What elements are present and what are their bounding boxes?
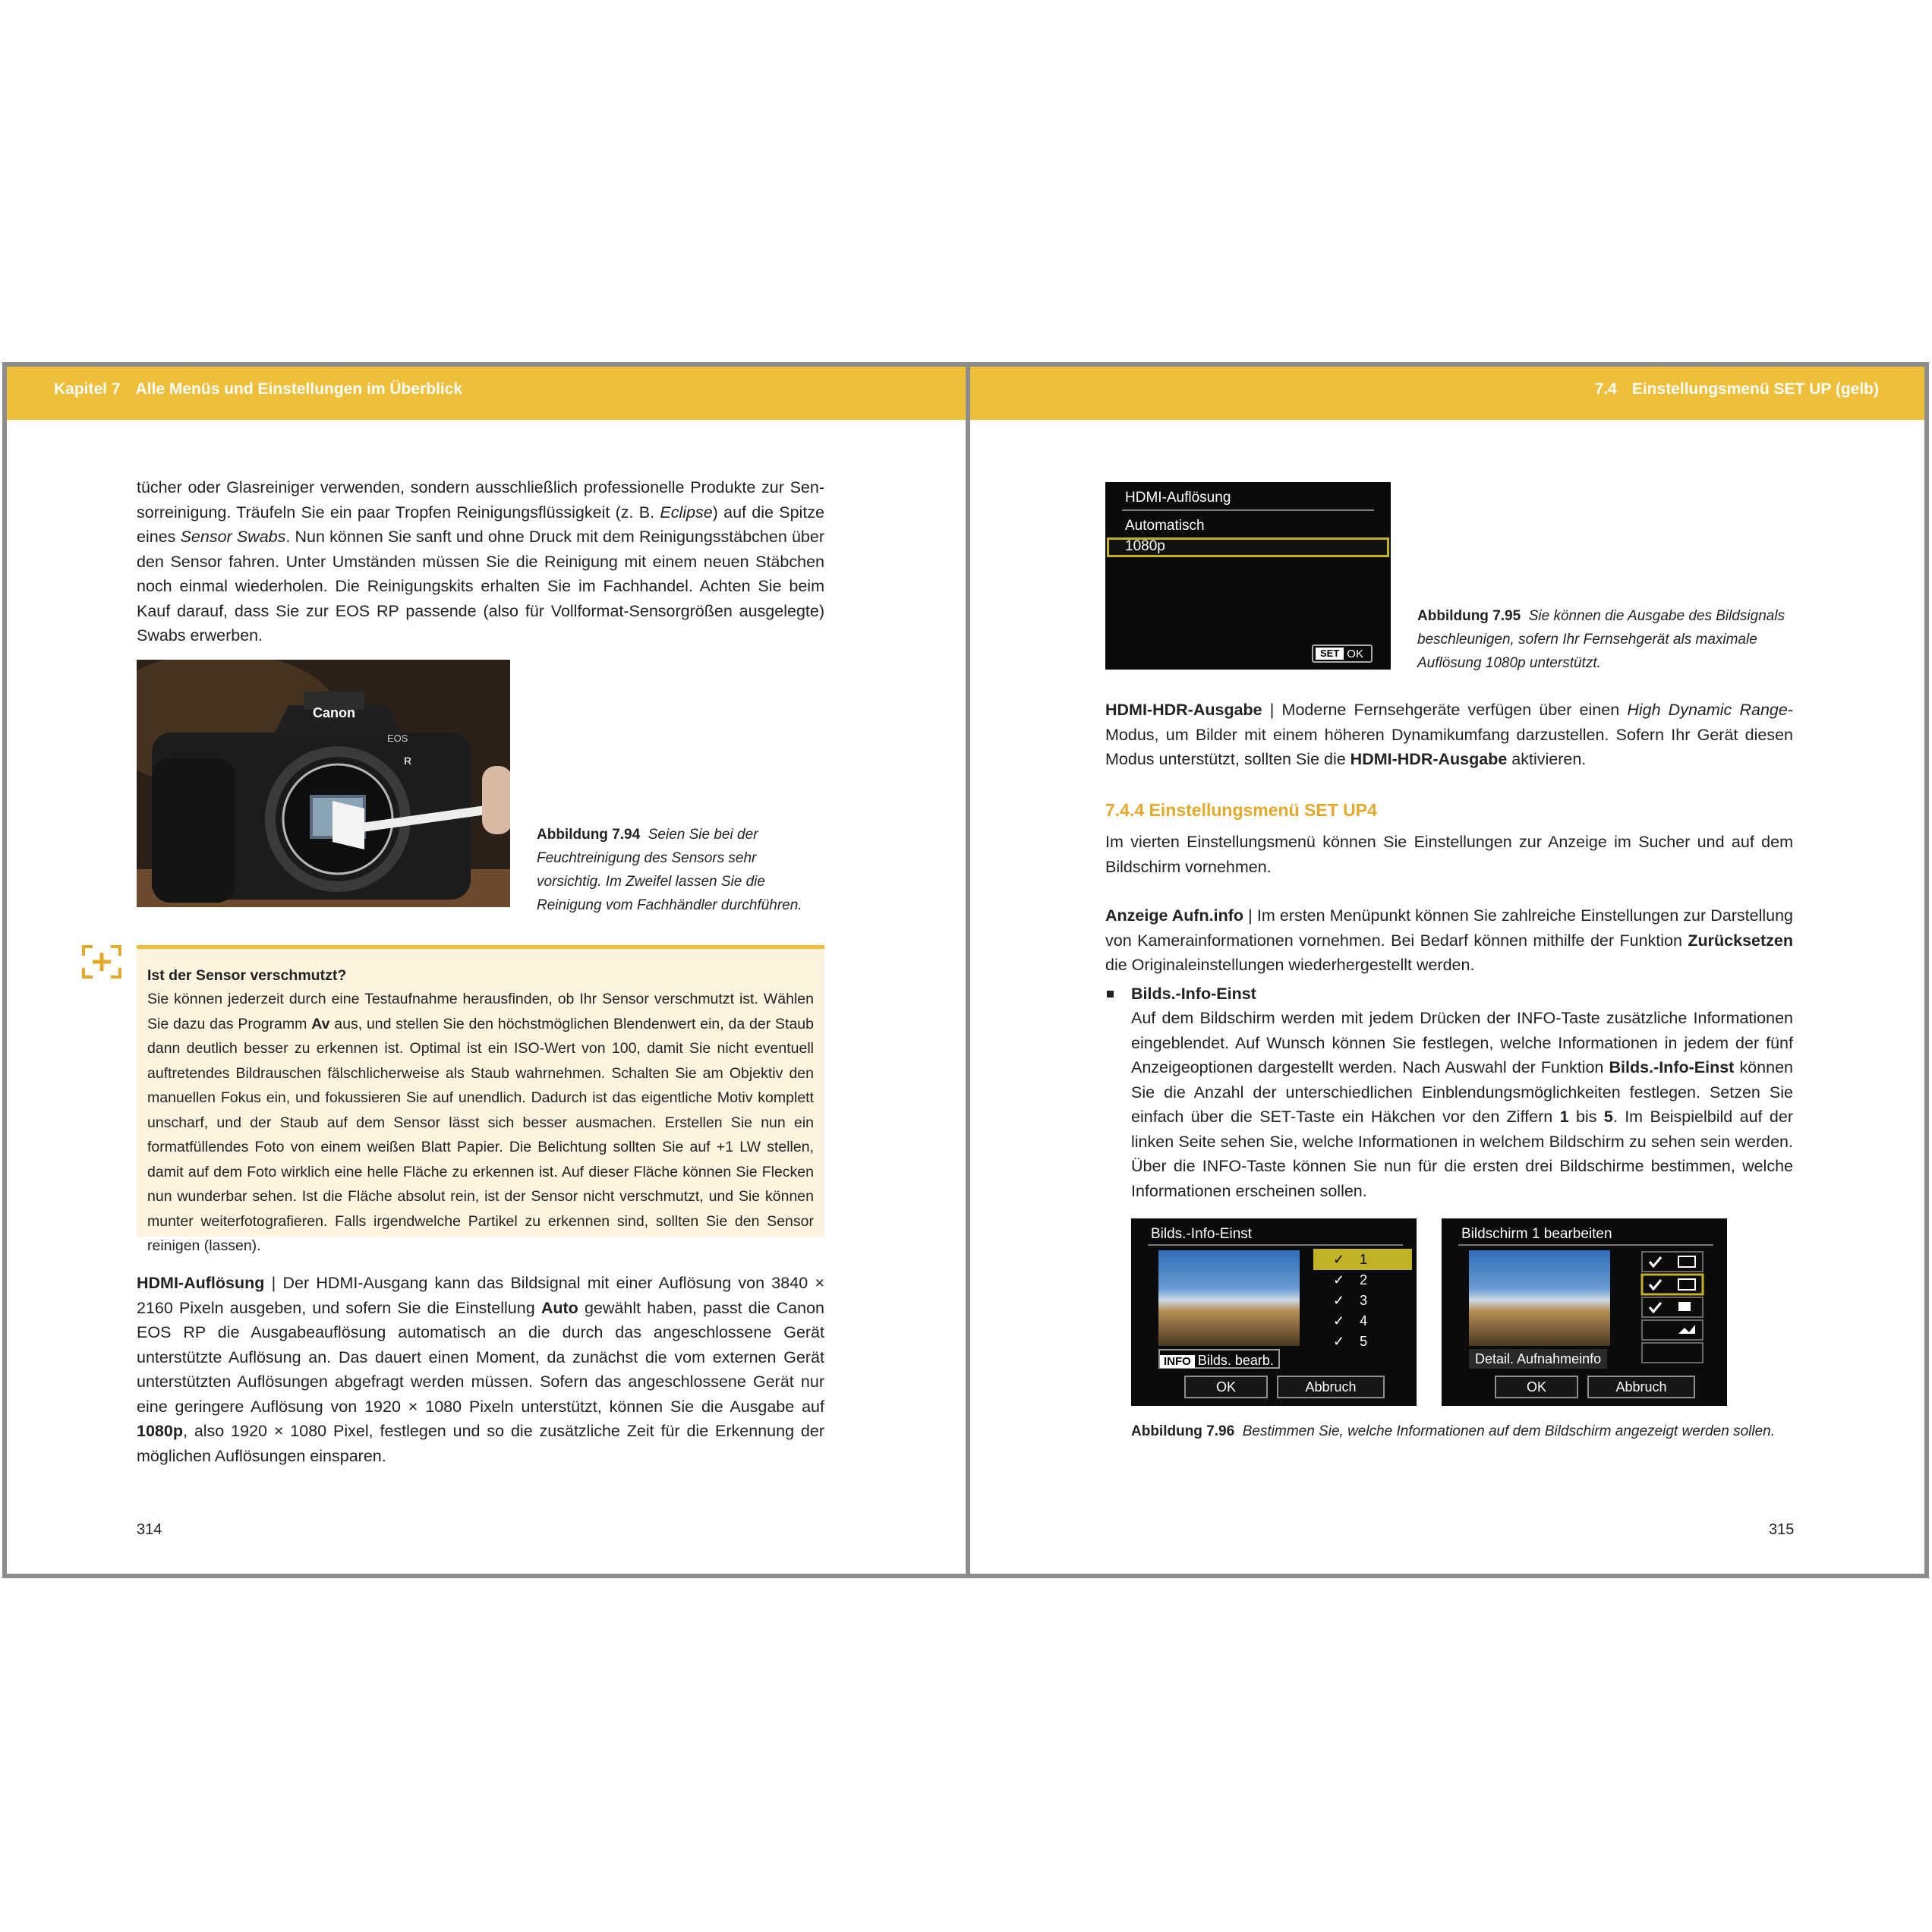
section-title: Einstellungsmenü SET UP (gelb) [1631,380,1879,398]
right-running-head [1595,380,1879,399]
screen-title: HDMI-Auflösung [1125,490,1231,506]
check-row-4[interactable]: ✓ 4 [1333,1313,1368,1328]
section-number: 7.4 [1594,380,1617,398]
camera-illustration [137,660,510,907]
chapter-number: Kapitel 7 [54,380,121,398]
figure-text: Bestimmen Sie, welche Informationen auf dem Bildschirm angezeigt werden sollen. [1242,1423,1775,1439]
figure-label: Abbildung 7.95 [1417,608,1521,624]
check-row-5[interactable]: ✓ 5 [1333,1334,1368,1349]
figure-96-caption [1131,1420,1814,1443]
bullet-paragraph: Auf dem Bildschirm werden mit jedem Drücken der INFO-Taste zusätzliche Informationen eingeblendet. Auf Wunsch können Sie festlegen, welche Informationen in jedem der fünf Anzeigeoptionen dargestellt werden. Nach Auswahl der Funktion Bilds.-Info-Einst können Sie die Anzahl der unterschiedlichen Einblendungsmöglichkeiten festlegen. Setzen Sie einfach über die SET-Taste ein Häkchen vor den Ziffern 1 bis 5. Im Beispielbild auf der linken Seite sehen Sie, welche Informationen in welchem Bildschirm zu sehen sein werden. Über die INFO-Taste können Sie nun für die ersten drei Bildschirme bestimmen, welche Informationen erscheinen sollen. [1131,1009,1793,1200]
figure-text: Sie können die Ausgabe des Bildsignals beschleunigen, sofern Ihr Fernsehgerät als maximale Auflösung 1080p unterstützt. [1417,608,1785,671]
screen-divider [1122,509,1374,511]
ok-button[interactable]: OK [1184,1376,1268,1398]
info-key: INFO [1160,1355,1195,1368]
cancel-button[interactable]: Abbruch [1587,1376,1695,1398]
page-number-left: 314 [137,1521,162,1538]
edit-screen-1 [1442,1218,1727,1406]
info-label: Bilds. bearb. [1197,1353,1274,1368]
set-ok-hint: SET OK [1312,645,1373,663]
figure-label: Abbildung 7.96 [1131,1423,1235,1439]
hdmi-resolution-paragraph: HDMI-Auflösung | Der HDMI-Ausgang kann das Bildsignal mit einer Auflösung von 3840 × 2160 Pixeln ausgeben, und sofern Sie die Einstellung Auto gewählt haben, passt die Canon EOS RP die Ausgabeauflösung automatisch an die durch das angeschlossene Gerät unterstützte Auflösung an. Das dauert einen Moment, da zunächst die vom externen Gerät unterstützten Auflösungen abgefragt werden müssen. Sofern das angeschlossene Gerät nur eine geringere Auflösung von 1920 × 1080 Pixeln unterstützt, können Sie die Ausgabe auf 1080p, also 1920 × 1080 Pixel, festlegen und so die zusätzliche Zeit für die Erkennung der möglichen Auflösungen einsparen. [137,1274,825,1465]
chapter-title: Alle Menüs und Einstellungen im Überblick [135,380,463,398]
screen-divider [1458,1244,1713,1246]
ok-button[interactable]: OK [1495,1376,1578,1398]
info-edit-hint[interactable] [1158,1349,1280,1369]
cancel-button[interactable]: Abbruch [1277,1376,1385,1398]
tip-title: Ist der Sensor verschmutzt? [147,967,347,984]
hdmi-hdr-paragraph: HDMI-HDR-Ausgabe | Moderne Fernsehgeräte verfügen über einen High Dynamic Range-Modus, um Bilder mit einem höheren Dynamikumfang darzustellen. Sofern Ihr Gerät diesen Modus unterstützt, sollten Sie die HDMI-HDR-Ausgabe aktivieren. [1105,701,1793,768]
figure-94-caption [537,823,825,917]
check-row-3[interactable]: ✓ 3 [1333,1293,1368,1308]
sensor-cleaning-photo [137,660,510,907]
preview-thumbnail [1158,1250,1300,1346]
display-element-checkboxes [1640,1250,1706,1364]
screen-title: Bildschirm 1 bearbeiten [1461,1226,1612,1242]
left-running-head [54,380,462,399]
section-heading: 7.4.4 Einstellungsmenü SET UP4 [1105,800,1377,820]
figure-label: Abbildung 7.94 [537,827,641,843]
info-settings-screen [1131,1218,1417,1406]
option-automatic: Automatisch [1125,518,1205,534]
figure-95-caption [1417,604,1797,675]
display-info-paragraph: Anzeige Aufn.info | Im ersten Menüpunkt können Sie zahlreiche Einstellungen zur Darstellung von Kamerainformationen vornehmen. Bei Bedarf können mithilfe der Funktion Zurücksetzen die Originaleinstellungen wiederhergestellt werden. [1105,906,1793,974]
check-row-1[interactable]: ✓ 1 [1333,1252,1368,1267]
hdmi-term: HDMI-Auflösung [137,1274,265,1292]
check-row-2[interactable]: ✓ 2 [1333,1272,1368,1287]
tip-plus-icon [82,945,121,979]
screen-title: Bilds.-Info-Einst [1151,1226,1253,1242]
book-spine [966,367,970,1574]
tip-box [137,945,824,1254]
detail-info-label: Detail. Aufnahmeinfo [1469,1349,1607,1369]
right-header-band [970,367,1924,420]
preview-thumbnail [1469,1250,1610,1346]
screen-divider [1148,1244,1403,1246]
camera-badge: R [404,755,412,767]
camera-brand-label: Canon [313,705,355,720]
page-number-right: 315 [1769,1521,1795,1538]
intro-paragraph: tücher oder Glasreiniger verwenden, sondern ausschließlich professionelle Produkte zur Sen- sorreinigung. Träufeln Sie ein paar Tropfen Reinigungsflüssigkeit (z. B. Eclipse) auf die Spitze eines Sensor Swabs. Nun können Sie sanft und ohne Druck mit dem Reinigungsstäbchen über den Sensor fahren. Unter Umständen müssen Sie die Reinigung mit einem neuen Stäbchen noch einmal wiederholen. Die Reinigungskits erhalten Sie im Fachhandel. Achten Sie beim Kauf darauf, dass Sie zur EOS RP passende (also für Vollformat-Sensorgrößen ausgelegte) Swabs erwerben. [137,478,824,645]
camera-model-label: EOS [387,733,408,744]
bullet-marker [1107,991,1114,998]
bullet-title: Bilds.-Info-Einst [1131,985,1256,1003]
hdmi-resolution-screen [1105,482,1391,670]
tip-body: Sie können jederzeit durch eine Testaufnahme herausfinden, ob Ihr Sensor verschmutzt ist. Wählen Sie dazu das Programm Av aus, und stellen Sie den höchstmöglichen Blendenwert ein, da der Staub dann deutlich besser zu erkennen ist. Optimal ist ein ISO-Wert von 100, damit Sie nicht eventuell auftretendes Bildrauschen fälschlicherweise als Staub wahrnehmen. Schalten Sie am Objektiv den manuellen Fokus ein, und fokussieren Sie auf unendlich. Dadurch ist das eigentliche Motiv komplett unscharf, und der Staub auf dem Sensor lässt sich besser ausmachen. Erstellen Sie nun ein formatfüllendes Foto von einem weißen Blatt Papier. Die Belichtung sollten Sie auf +1 LW stellen, damit auf dem Foto wirklich eine helle Fläche zu erkennen ist. Auf dieser Fläche können Sie Flecken nun wunderbar sehen. Ist die Fläche absolut rein, ist der Sensor nicht verschmutzt, und Sie können munter weiterfotografieren. Falls irgendwelche Partikel zu erkennen sind, sollten Sie den Sensor reinigen (lassen). [147,991,814,1254]
section-intro-paragraph: Im vierten Einstellungsmenü können Sie Einstellungen zur Anzeige im Sucher und auf dem Bildschirm vornehmen. [1105,833,1793,876]
left-header-band [7,367,966,420]
figure-text: Seien Sie bei der Feuchtreinigung des Sensors sehr vorsichtig. Im Zweifel lassen Sie die Reinigung vom Fachhändler durchführen. [537,827,802,913]
option-1080p: 1080p [1125,538,1165,554]
